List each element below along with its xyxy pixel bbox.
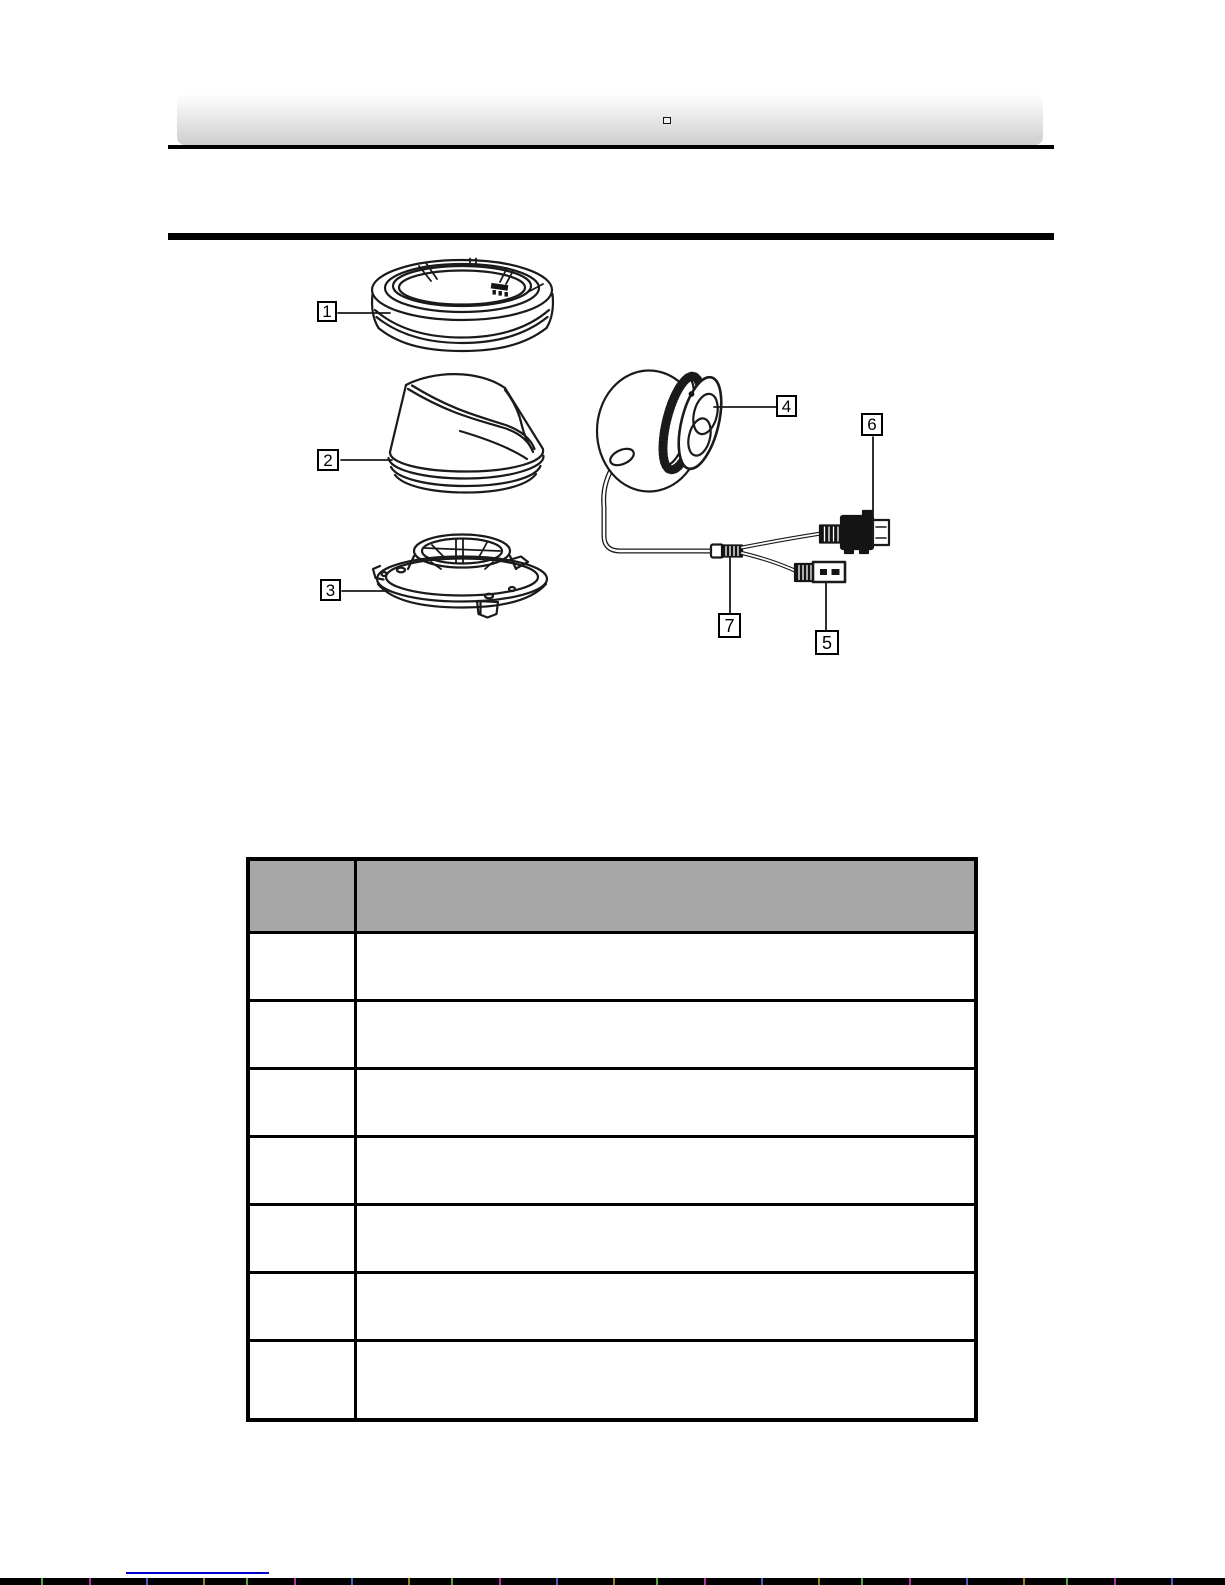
housing-rim1 [390,450,543,472]
table-cell [248,1273,355,1341]
callout-2 [317,449,339,471]
housing-rim3 [391,466,541,486]
rj45-fin2 [860,548,868,553]
callout-3-number: 3 [325,580,336,600]
leader-lines [338,313,873,630]
power-barrel [795,564,813,581]
table-header-desc [355,859,976,933]
housing-drawing [389,374,544,492]
trim-ring-drawing [372,259,553,352]
table-cell [248,1069,355,1137]
footer-link-underline[interactable] [126,1572,269,1574]
housing-inner-lip [460,431,527,459]
callout-6 [861,413,883,436]
trim-ring-clip [491,283,509,297]
ball-ir-dot [689,391,695,397]
junction-body [722,546,742,557]
base-foot [477,601,498,618]
callout-4-number: 4 [781,396,792,416]
housing-visor-outer [408,389,533,452]
base-hole3 [509,587,515,591]
callout-6-number: 6 [867,415,877,434]
callout-5 [815,630,839,655]
table-cell [355,1069,976,1137]
table-cell [355,1341,976,1420]
table-row [248,1069,976,1137]
power-mark2 [832,569,840,575]
power-mark1 [820,569,827,575]
callout-5-number: 5 [821,632,832,653]
cable-junction-drawing [711,545,742,558]
mounting-base-drawing [373,535,547,618]
housing-left-edge [390,385,406,452]
table-cell [248,1341,355,1420]
rj45-body [841,516,873,549]
trim-ring-inner-rim [393,266,531,306]
camera-ball-drawing [597,371,729,492]
table-row [248,1273,976,1341]
table-header-row [248,859,976,933]
base-left-clip-hole [382,572,387,576]
power-body [813,562,845,582]
table-row [248,1341,976,1420]
callout-7-number: 7 [724,615,735,636]
callout-2-number: 2 [323,450,333,470]
housing-inner-wall [505,390,533,450]
housing-rim4 [395,474,536,493]
table-cell [355,1205,976,1273]
table-row [248,933,976,1001]
rj45-tab-top [863,511,872,517]
table-row [248,1205,976,1273]
base-hole1 [397,568,405,573]
table-cell [355,1001,976,1069]
bottom-scan-bar [0,1578,1225,1585]
table-row [248,1137,976,1205]
wire-to-network-core [742,534,821,548]
parts-table [246,857,978,1422]
callout-4 [776,395,797,417]
table-header-no [248,859,355,933]
trim-ring-band1 [375,310,549,338]
callout-1 [317,301,337,322]
network-connector-drawing [820,511,889,553]
rj45-fin1 [845,548,853,553]
table-cell [355,1137,976,1205]
table-row [248,1001,976,1069]
table-cell [355,1273,976,1341]
housing-visor-inner [412,386,535,450]
table-cell [248,1001,355,1069]
callout-3 [320,579,341,601]
rj45-plug [873,520,889,545]
table-cell [248,1137,355,1205]
housing-top-rim [406,374,505,388]
table-cell [248,933,355,1001]
power-connector-drawing [795,562,845,582]
table-cell [355,933,976,1001]
table-cell [248,1205,355,1273]
base-hole2 [485,594,493,599]
callout-1-number: 1 [322,302,332,321]
callout-7 [718,613,741,638]
